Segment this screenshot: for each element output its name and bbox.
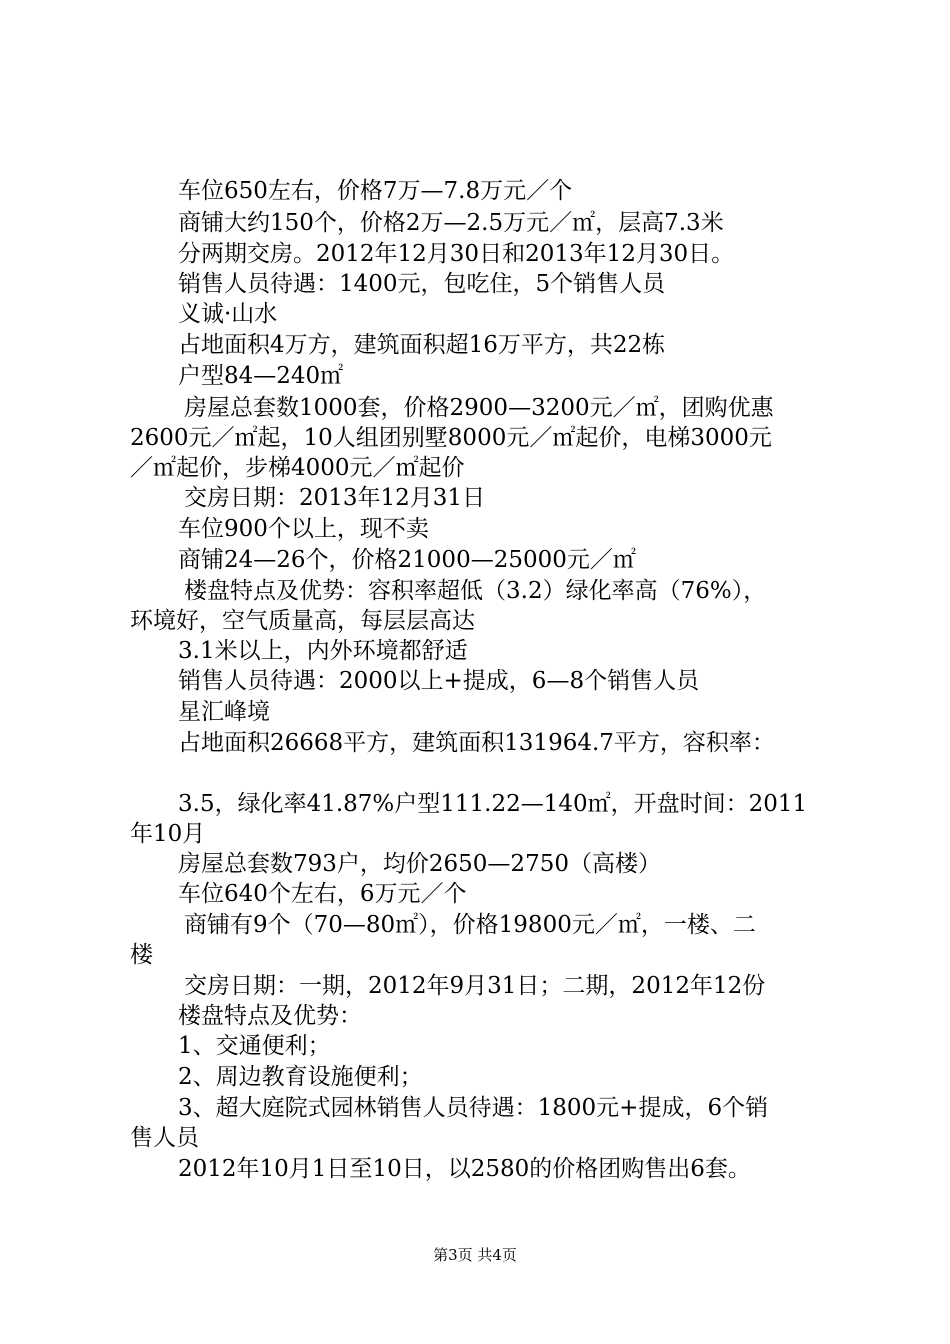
text-line: 户型84—240㎡: [178, 363, 344, 389]
text-line: 商铺大约150个，价格2万—2.5万元／㎡，层高7.3米: [178, 210, 724, 236]
text-line: 楼盘特点及优势：容积率超低（3.2）绿化率高（76%），: [184, 578, 767, 604]
text-line: ／㎡起价，步梯4000元／㎡起价: [130, 455, 465, 481]
list-item: 3、超大庭院式园林销售人员待遇：1800元+提成，6个销: [178, 1095, 769, 1121]
text-line: 楼盘特点及优势：: [178, 1003, 362, 1029]
page-footer: 第3页 共4页: [433, 1246, 517, 1264]
text-line: 交房日期：2013年12月31日: [184, 485, 486, 511]
text-line: 年10月: [130, 821, 206, 847]
text-line: 商铺24—26个，价格21000—25000元／㎡: [178, 547, 636, 573]
text-line: 车位900个以上，现不卖: [178, 516, 429, 542]
text-line: 3.1米以上，内外环境都舒适: [178, 638, 468, 664]
text-line: 车位650左右，价格7万—7.8万元／个: [178, 178, 573, 204]
text-line: 占地面积26668平方，建筑面积131964.7平方，容积率：: [178, 730, 775, 756]
section-title-yicheng-shanshui: 义诚·山水: [178, 301, 278, 327]
text-line: 房屋总套数793户，均价2650—2750（高楼）: [178, 851, 661, 877]
text-line: 分两期交房。2012年12月30日和2013年12月30日。: [178, 241, 735, 267]
text-line: 2012年10月1日至10日，以2580的价格团购售出6套。: [178, 1156, 751, 1182]
text-line: 占地面积4万方，建筑面积超16万平方，共22栋: [178, 332, 666, 358]
text-line: 车位640个左右，6万元／个: [178, 881, 467, 907]
list-item: 1、交通便利；: [178, 1033, 331, 1059]
text-line: 商铺有9个（70—80㎡），价格19800元／㎡，一楼、二: [184, 912, 756, 938]
text-line: 销售人员待遇：2000以上+提成，6—8个销售人员: [178, 668, 700, 694]
text-line: 销售人员待遇：1400元，包吃住，5个销售人员: [178, 271, 666, 297]
text-line: 3.5，绿化率41.87%户型111.22—140㎡，开盘时间：2011: [178, 791, 808, 817]
text-line: 环境好，空气质量高，每层层高达: [130, 608, 475, 634]
text-line: 楼: [130, 942, 153, 968]
text-line: 房屋总套数1000套，价格2900—3200元／㎡，团购优惠: [184, 395, 774, 421]
text-line: 交房日期：一期，2012年9月31日；二期，2012年12份: [184, 973, 766, 999]
text-line: 售人员: [130, 1125, 199, 1151]
text-line: 2600元／㎡起，10人组团别墅8000元／㎡起价，电梯3000元: [130, 425, 772, 451]
section-title-xinghui-fengjing: 星汇峰境: [178, 699, 270, 725]
list-item: 2、周边教育设施便利；: [178, 1064, 423, 1090]
